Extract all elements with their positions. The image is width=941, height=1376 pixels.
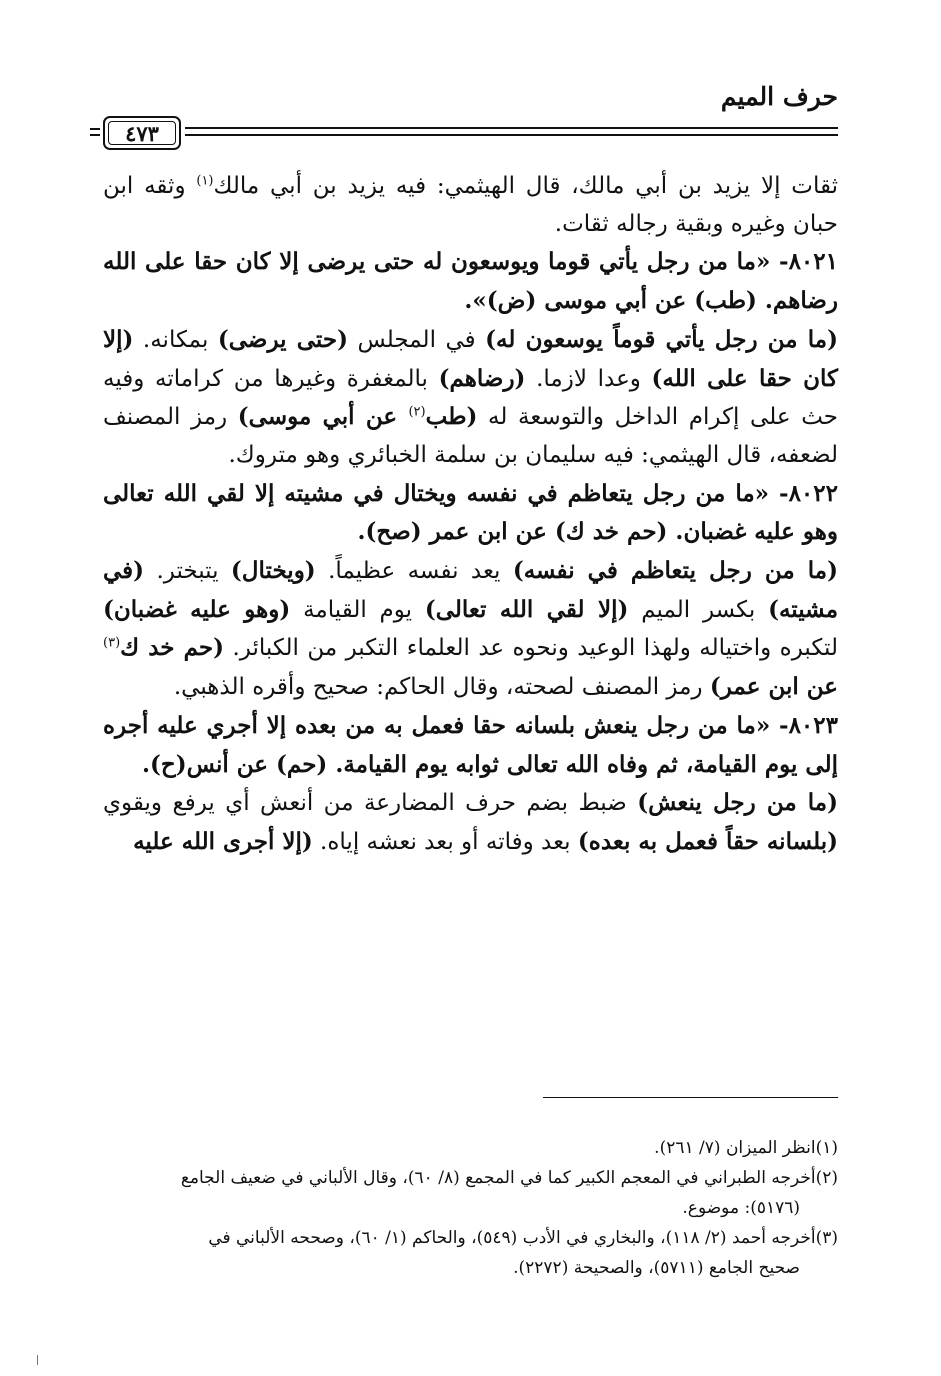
text-run: يتبختر.	[144, 558, 231, 585]
footnote-1: (١)انظر الميزان (٧/ ٢٦١).	[654, 1138, 838, 1158]
footnote-3: (٣)أخرجه أحمد (٢/ ١١٨)، والبخاري في الأدب (٥٤٩)، والحاكم (١/ ٦٠)، وصححه الألباني في	[208, 1228, 838, 1248]
quote: (رضاهم)	[438, 364, 526, 392]
footnote-3-continuation: صحيح الجامع (٥٧١١)، والصحيحة (٢٢٧٢).	[513, 1258, 800, 1278]
quote: (إلا أجرى الله عليه	[133, 827, 313, 855]
quote: (ما من رجل يأتي قوماً يوسعون له)	[485, 325, 839, 353]
quote: (حم خد ك	[120, 634, 225, 662]
page-number-text: ٤٧٣	[125, 120, 159, 146]
quote: (ما من رجل يتعاظم في نفسه)	[512, 557, 838, 585]
text-run: يعد نفسه عظيماً.	[315, 558, 513, 585]
text-run: يوم القيامة	[290, 596, 425, 623]
quote: (ويختال)	[230, 557, 316, 585]
text-run: بعد وفاته أو بعد نعشه إياه.	[312, 828, 578, 855]
commentary-8021	[103, 321, 838, 475]
quote: عن أبي موسى)	[237, 403, 409, 431]
text-run: ضبط بضم حرف المضارعة من أنعش أي يرفع ويقوي	[103, 790, 638, 817]
quote: (حتى يرضى)	[217, 325, 348, 353]
text-run: وعدا لازما.	[525, 365, 652, 392]
hadith-8022	[103, 475, 838, 552]
scan-mark	[37, 1355, 38, 1365]
hadith-text: ٨٠٢٢- «ما من رجل يتعاظم في نفسه ويختال في مشيته إلا لقي الله تعالى وهو عليه غضبان. (حم خد ك) عن ابن عمر (صح).	[103, 479, 838, 546]
quote: (وهو عليه غضبان)	[103, 595, 291, 623]
text-run: وثقه ابن حبان وغيره وبقية رجاله ثقات.	[103, 173, 838, 237]
quote: (بلسانه حقاً فعمل به بعده)	[577, 827, 838, 855]
quote: (طب	[425, 403, 478, 431]
header-double-rule	[185, 127, 838, 136]
page-number-ornament	[90, 128, 100, 136]
text-run: بكسر الميم	[628, 596, 769, 623]
text-run: بمكانه.	[133, 326, 218, 353]
footnote-ref-3[interactable]: (٣)	[103, 635, 121, 651]
commentary-8022	[103, 552, 838, 707]
quote: (في مشيته)	[103, 557, 839, 623]
text-run: لتكبره واختياله ولهذا الوعيد ونحوه عد العلماء التكبر من الكبائر.	[224, 635, 839, 662]
hadith-8021	[103, 243, 838, 320]
commentary-8023	[103, 784, 838, 861]
text-run: ثقات إلا يزيد بن أبي مالك، قال الهيثمي: فيه يزيد بن أبي مالك	[213, 173, 838, 199]
text-run: رمز المصنف لضعفه، قال الهيثمي: فيه سليمان بن سلمة الخبائري وهو متروك.	[103, 404, 838, 468]
footnote-2: (٢)أخرجه الطبراني في المعجم الكبير كما في المجمع (٨/ ٦٠)، وقال الألباني في ضعيف الجامع	[180, 1168, 838, 1188]
footnote-ref-1[interactable]: (١)	[196, 173, 214, 189]
text-run: رمز المصنف لصحته، وقال الحاكم: صحيح وأقره الذهبي.	[173, 674, 710, 701]
hadith-text: ٨٠٢١- «ما من رجل يأتي قوما ويوسعون له حتى يرضى إلا كان حقا على الله رضاهم. (طب) عن أبي موسى (ض)».	[103, 248, 838, 315]
quote: (ما من رجل ينعش)	[637, 789, 838, 817]
quote: (إلا لقي الله تعالى)	[424, 595, 629, 623]
hadith-text: ٨٠٢٣- «ما من رجل ينعش بلسانه حقا فعمل به من بعده إلا أجري عليه أجره إلى يوم القيامة، ثم وفاه الله تعالى ثوابه يوم القيامة. (حم) عن أنس(ح).	[103, 711, 838, 778]
paragraph	[103, 168, 838, 243]
footnotes	[103, 1133, 838, 1283]
page-number	[103, 116, 181, 150]
quote: عن ابن عمر)	[709, 673, 838, 701]
main-text	[103, 168, 838, 862]
footnote-separator	[543, 1097, 838, 1098]
quote: (إلا كان حقا على الله)	[103, 325, 839, 392]
hadith-8023	[103, 707, 838, 784]
footnote-ref-2[interactable]: (٢)	[408, 404, 426, 420]
text-run: بالمغفرة وغيرها من كراماته وفيه حث على إكرام الداخل والتوسعة له	[103, 365, 838, 431]
running-title: حرف الميم	[720, 82, 838, 111]
footnote-2-continuation: (٥١٧٦): موضوع.	[682, 1198, 800, 1218]
text-run: في المجلس	[347, 326, 486, 353]
